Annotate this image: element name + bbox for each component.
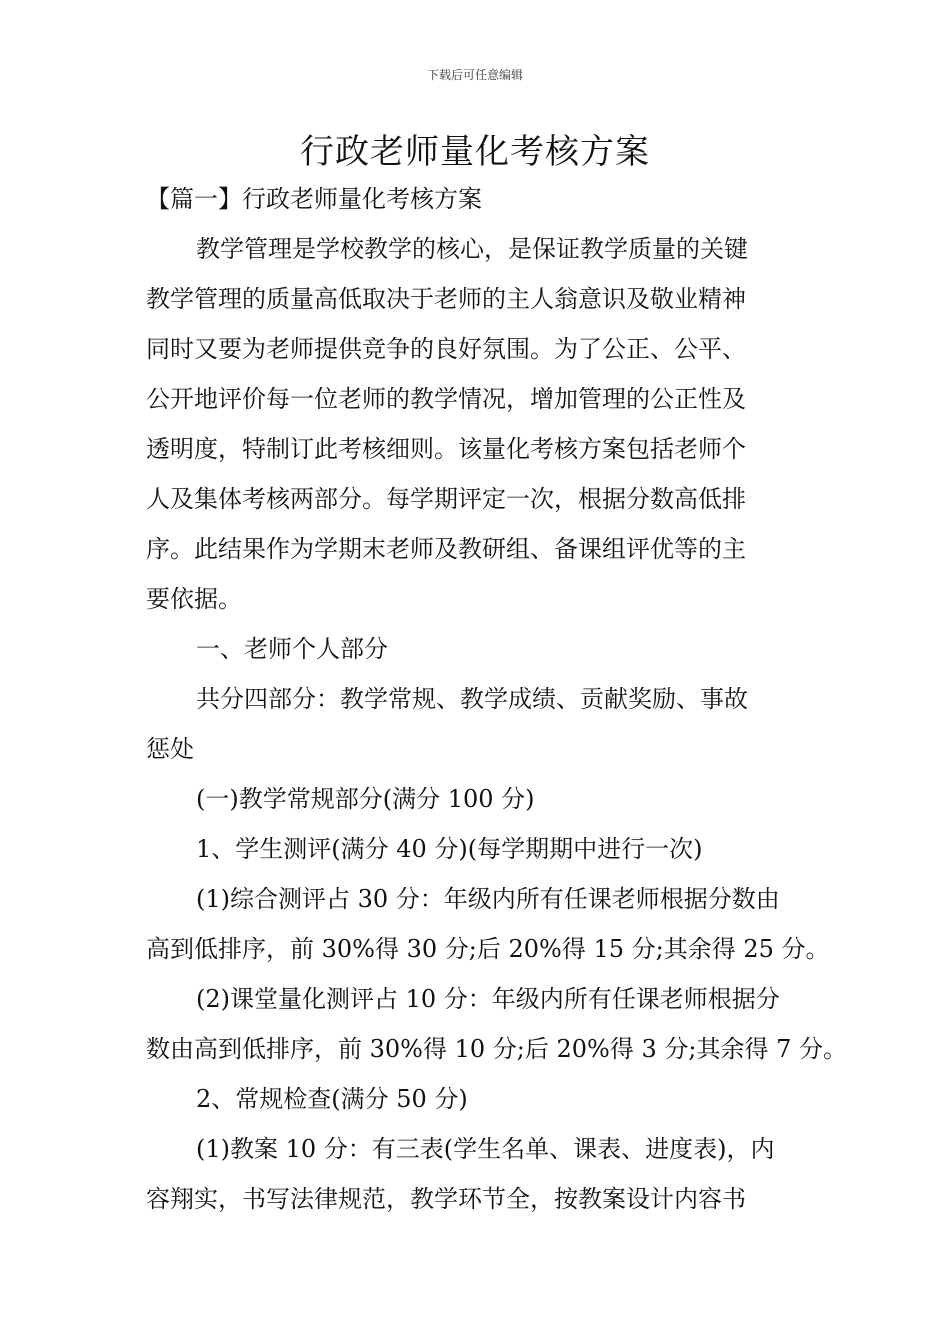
- paragraph-line: 公开地评价每一位老师的教学情况，增加管理的公正性及: [146, 385, 746, 413]
- paragraph-line: 1、学生测评(满分 40 分)(每学期期中进行一次): [196, 835, 703, 863]
- page-header-note: 下载后可任意编辑: [426, 68, 523, 82]
- paragraph-line: 同时又要为老师提供竞争的良好氛围。为了公正、公平、: [146, 335, 746, 363]
- paragraph-line: 惩处: [146, 735, 194, 763]
- subheading: 2、常规检查(满分 50 分): [196, 1085, 468, 1113]
- paragraph-line: 教学管理是学校教学的核心，是保证教学质量的关键: [196, 235, 748, 263]
- subheading: (一)教学常规部分(满分 100 分): [196, 785, 535, 813]
- subheading: 一、老师个人部分: [196, 635, 388, 663]
- paragraph-line: 教学管理的质量高低取决于老师的主人翁意识及敬业精神: [146, 285, 746, 313]
- paragraph-line: (1)综合测评占 30 分：年级内所有任课老师根据分数由: [196, 885, 780, 913]
- paragraph-line: (1)教案 10 分：有三表(学生名单、课表、进度表)，内: [196, 1135, 775, 1163]
- section-heading: 【篇一】行政老师量化考核方案: [146, 185, 482, 213]
- paragraph-line: 容翔实，书写法律规范，教学环节全，按教案设计内容书: [146, 1185, 746, 1213]
- document-title: 行政老师量化考核方案: [300, 132, 650, 172]
- paragraph-line: (2)课堂量化测评占 10 分：年级内所有任课老师根据分: [196, 985, 780, 1013]
- paragraph-line: 共分四部分：教学常规、教学成绩、贡献奖励、事故: [196, 685, 748, 713]
- paragraph-line: 透明度，特制订此考核细则。该量化考核方案包括老师个: [146, 435, 746, 463]
- paragraph-line: 序。此结果作为学期末老师及教研组、备课组评优等的主: [146, 535, 746, 563]
- paragraph-line: 高到低排序，前 30%得 30 分;后 20%得 15 分;其余得 25 分。: [146, 935, 830, 963]
- paragraph-line: 人及集体考核两部分。每学期评定一次，根据分数高低排: [146, 485, 746, 513]
- paragraph-line: 数由高到低排序，前 30%得 10 分;后 20%得 3 分;其余得 7 分。: [146, 1035, 847, 1063]
- paragraph-line: 要依据。: [146, 585, 242, 613]
